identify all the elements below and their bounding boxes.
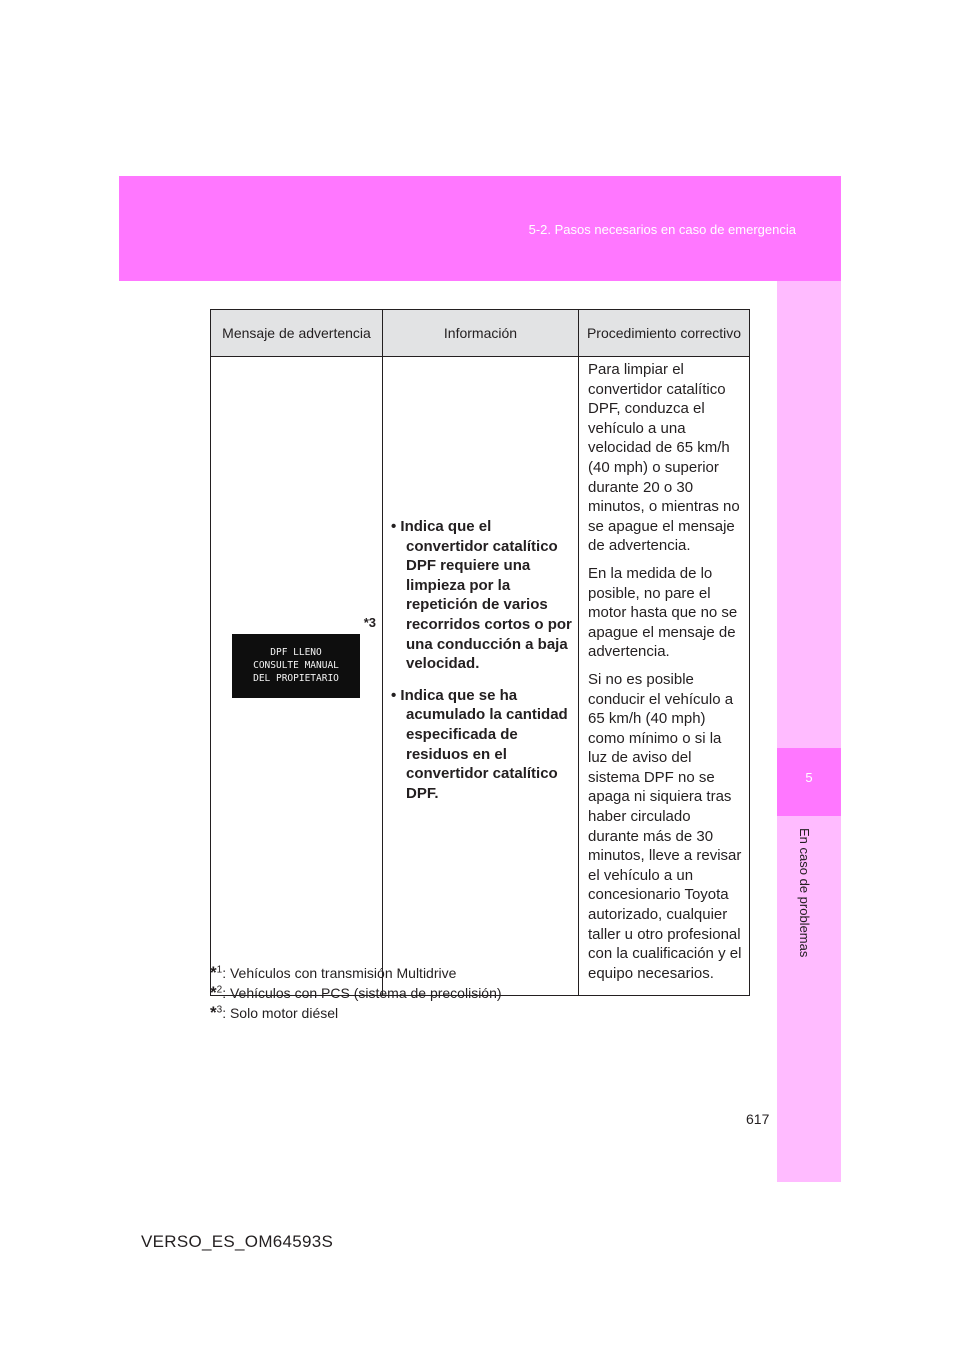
warning-message-table xyxy=(210,309,750,996)
chapter-number: 5 xyxy=(805,770,813,785)
table-row xyxy=(211,357,750,996)
document-code: VERSO_ES_OM64593S xyxy=(141,1232,334,1251)
table-header-row xyxy=(211,310,750,357)
info-bullet: • Indica que el convertidor catalítico DPF requiere una limpieza por la repetición de varios recorridos cortos o por una conducción a baja velocidad. xyxy=(391,518,572,673)
footnote: *$^2$: Vehículos con PCS (sistema de precolisión) xyxy=(210,983,502,1002)
procedure-paragraph: Para limpiar el convertidor catalítico DPF, conduzca el vehículo a una velocidad de 65 km/h (40 mph) o superior durante 20 o 30 minutos, o mientras no se apague el mensaje de advertencia. xyxy=(588,361,740,555)
procedure-paragraph: En la medida de lo posible, no pare el motor hasta que no se apague el mensaje de advertencia. xyxy=(588,564,738,661)
chapter-tab-strip xyxy=(777,281,841,1182)
column-header-information: Información xyxy=(383,310,579,357)
page-number: 617 xyxy=(746,1111,770,1127)
display-line: DEL PROPIETARIO xyxy=(253,673,339,684)
footnote-marker: *3 xyxy=(363,615,376,630)
message-cell xyxy=(211,357,383,996)
procedure-paragraph: Si no es posible conducir el vehículo a 65 km/h (40 mph) como mínimo o si la luz de aviso del sistema DPF no se apaga ni siquiera tras haber circulado durante más de 30 minutos, lleve a revisar el vehículo a un concesionario Toyota autorizado, cualquier taller u otro profesional con la cualificación y el equipo necesarios. xyxy=(588,670,742,982)
footnote: *$^3$: Solo motor diésel xyxy=(210,1003,339,1022)
footnote: *$^1$: Vehículos con transmisión Multidrive xyxy=(210,963,457,982)
column-header-procedure: Procedimiento correctivo xyxy=(579,310,750,357)
footnotes xyxy=(210,963,502,1023)
procedure-cell xyxy=(579,357,750,996)
chapter-label: En caso de problemas xyxy=(797,828,812,958)
info-bullet: • Indica que se ha acumulado la cantidad especificada de residuos en el convertidor catalítico DPF. xyxy=(391,686,568,802)
display-line: DPF LLENO xyxy=(270,647,322,658)
section-title: 5-2. Pasos necesarios en caso de emergencia xyxy=(528,222,796,237)
display-line: CONSULTE MANUAL xyxy=(253,660,339,671)
information-cell xyxy=(383,357,579,996)
column-header-message: Mensaje de advertencia xyxy=(211,310,383,357)
dpf-warning-display xyxy=(232,634,360,698)
